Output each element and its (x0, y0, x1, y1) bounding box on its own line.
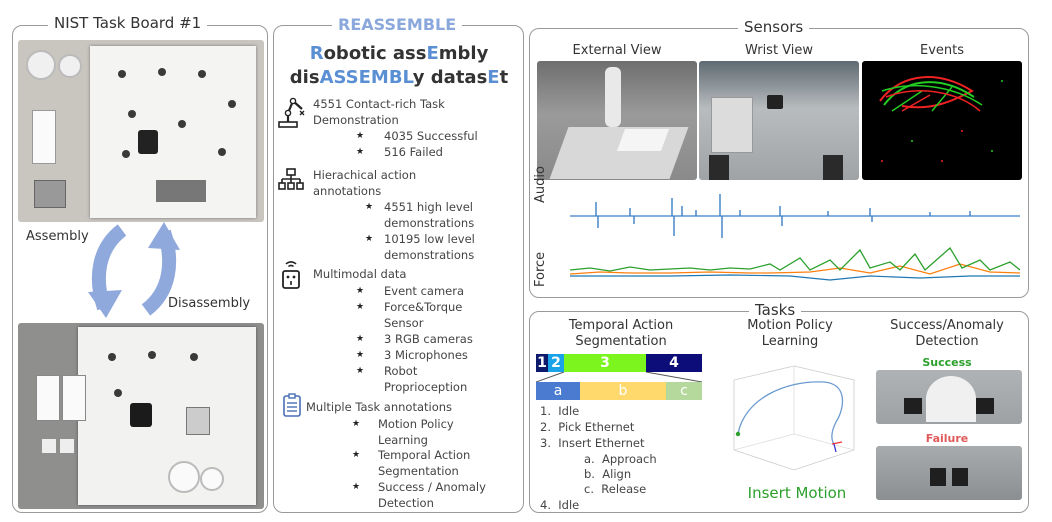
gear-part-2 (58, 54, 82, 78)
name-part: y datas (412, 67, 488, 88)
terminal-block-2 (36, 375, 60, 421)
segment-1: 1 (537, 355, 547, 371)
name-part: E (487, 67, 500, 88)
bullet-star-icon: ★ (356, 350, 365, 360)
bullet-star-icon: ★ (356, 302, 365, 312)
hier-title-1: Hierachical action (313, 168, 417, 182)
motion-title-2: Learning (761, 334, 819, 349)
demos-title-1: 4551 Contact-rich Task (313, 97, 445, 111)
connector-part (34, 180, 66, 208)
bullet-star-icon: ★ (356, 286, 365, 296)
disassembled-board-photo (18, 323, 264, 509)
event-camera-image (862, 61, 1022, 180)
hier-item-cont: demonstrations (384, 248, 475, 262)
dataset-name-line2 (278, 67, 520, 88)
task-board (617, 129, 669, 151)
tasks-item: Temporal Action (378, 448, 471, 462)
checklist-icon (282, 392, 302, 418)
board-part (711, 97, 753, 153)
gripper-finger (709, 155, 729, 180)
small-block (42, 439, 56, 453)
dataset-title: REASSEMBLE (332, 15, 462, 34)
multimodal-item: Robot (384, 364, 418, 378)
name-part: ASSEMBL (319, 67, 413, 88)
task-board-title: NIST Task Board #1 (48, 14, 207, 32)
tasks-title: Multiple Task annotations (306, 400, 453, 414)
force-plot (570, 240, 1020, 292)
hierarchy-icon (278, 168, 304, 192)
subsegment-b: b (580, 382, 666, 400)
sensors-title: Sensors (738, 18, 809, 36)
segment-bar-top (536, 354, 702, 372)
robot-arm (605, 67, 621, 127)
subsegment-c: c (666, 382, 702, 400)
failure-image (876, 446, 1022, 500)
tasks-panel-title: Tasks (749, 301, 801, 319)
bullet-star-icon: ★ (352, 450, 361, 460)
segment-zoom-lines (536, 372, 702, 382)
audio-waveform (570, 190, 1020, 242)
dataset-name-line1 (278, 43, 520, 64)
step-item: 2. Pick Ethernet (540, 420, 635, 434)
name-part: t (499, 67, 509, 88)
wrist-view-image (699, 61, 859, 180)
anomaly-title-1: Success/Anomaly (890, 318, 1004, 333)
demos-item: 4035 Successful (384, 129, 478, 143)
tasks-item: Motion Policy (378, 417, 454, 431)
disassembly-label: Disassembly (168, 296, 251, 311)
ethernet-connector (138, 130, 158, 154)
gear-plate (156, 180, 206, 202)
segmentation-title-2: Segmentation (575, 334, 667, 349)
small-block-2 (60, 439, 74, 453)
hier-item: 4551 high level (384, 200, 473, 214)
bullet-star-icon: ★ (365, 202, 374, 212)
external-view-label: External View (572, 43, 662, 58)
demos-item: 516 Failed (384, 145, 443, 159)
bullet-star-icon: ★ (352, 419, 361, 429)
gear-4 (200, 467, 224, 491)
hier-item: 10195 low level (384, 232, 475, 246)
force-label: Force (533, 251, 548, 287)
name-part: dis (289, 67, 320, 88)
substep-item: c. Release (584, 482, 647, 496)
tasks-item-cont: Learning (378, 433, 428, 447)
name-part: R (309, 43, 324, 64)
terminal-block-3 (62, 375, 86, 421)
failure-label: Failure (925, 432, 969, 445)
step-item: 4. Idle (540, 498, 580, 512)
segmentation-title-1: Temporal Action (568, 318, 674, 333)
segment-3: 3 (564, 354, 646, 372)
gripper-finger (976, 398, 994, 414)
board-plate-2 (78, 327, 256, 505)
multimodal-item-cont: Proprioception (384, 380, 468, 394)
hier-title-2: annotations (313, 184, 382, 198)
bullet-star-icon: ★ (352, 482, 361, 492)
ethernet-connector-2 (130, 403, 152, 427)
tasks-item-cont: Detection (378, 496, 434, 510)
bullet-star-icon: ★ (356, 147, 365, 157)
gripper-finger (904, 398, 922, 414)
name-part: obotic ass (323, 43, 427, 64)
gripper-finger (930, 468, 946, 486)
multimodal-item-cont: Sensor (384, 316, 424, 330)
multimodal-title: Multimodal data (313, 267, 407, 281)
wrist-view-label: Wrist View (744, 43, 814, 58)
table-surface (550, 127, 689, 179)
subsegment-a: a (536, 382, 580, 400)
step-item: 1. Idle (540, 404, 580, 418)
tasks-item-cont: Segmentation (378, 464, 459, 478)
multimodal-item: 3 Microphones (384, 348, 468, 362)
trajectory-3d-plot (724, 360, 864, 480)
gripper-finger-2 (823, 155, 843, 180)
segment-4: 4 (646, 354, 702, 372)
events-view-label: Events (919, 43, 964, 58)
terminal-block (32, 110, 56, 164)
sensor-device-icon (280, 258, 302, 290)
demos-title-2: Demonstration (313, 113, 399, 127)
segment-bar-bottom (536, 382, 702, 400)
event-stream-visual (862, 61, 1022, 180)
substep-item: a. Approach (584, 452, 657, 466)
insert-motion-caption: Insert Motion (747, 484, 847, 502)
multimodal-item: Force&Torque (384, 300, 463, 314)
name-part: mbly (438, 43, 489, 64)
substep-item: b. Align (584, 467, 632, 481)
name-part: E (426, 43, 439, 64)
robot-arm-icon (276, 95, 306, 129)
hier-item-cont: demonstrations (384, 216, 475, 230)
assembled-board-photo (18, 40, 264, 222)
bullet-star-icon: ★ (356, 366, 365, 376)
bullet-star-icon: ★ (356, 334, 365, 344)
motion-title-1: Motion Policy (747, 318, 833, 333)
anomaly-title-2: Detection (915, 334, 979, 349)
gripper-finger (952, 468, 968, 486)
gear-3 (168, 461, 200, 493)
success-image (876, 370, 1022, 424)
segment-2: 2 (548, 354, 564, 372)
multimodal-item: Event camera (384, 284, 465, 298)
cable-part (767, 95, 783, 109)
audio-label: Audio (533, 166, 548, 203)
multimodal-item: 3 RGB cameras (384, 332, 473, 346)
bullet-star-icon: ★ (365, 234, 374, 244)
connector-3 (186, 407, 210, 435)
gear-part (26, 50, 56, 80)
bullet-star-icon: ★ (356, 131, 365, 141)
success-label: Success (922, 356, 972, 369)
tasks-item: Success / Anomaly (378, 480, 486, 494)
gear-part-success (926, 376, 976, 422)
assembly-label: Assembly (26, 229, 89, 244)
external-view-image (537, 61, 697, 180)
step-item: 3. Insert Ethernet (540, 436, 645, 450)
